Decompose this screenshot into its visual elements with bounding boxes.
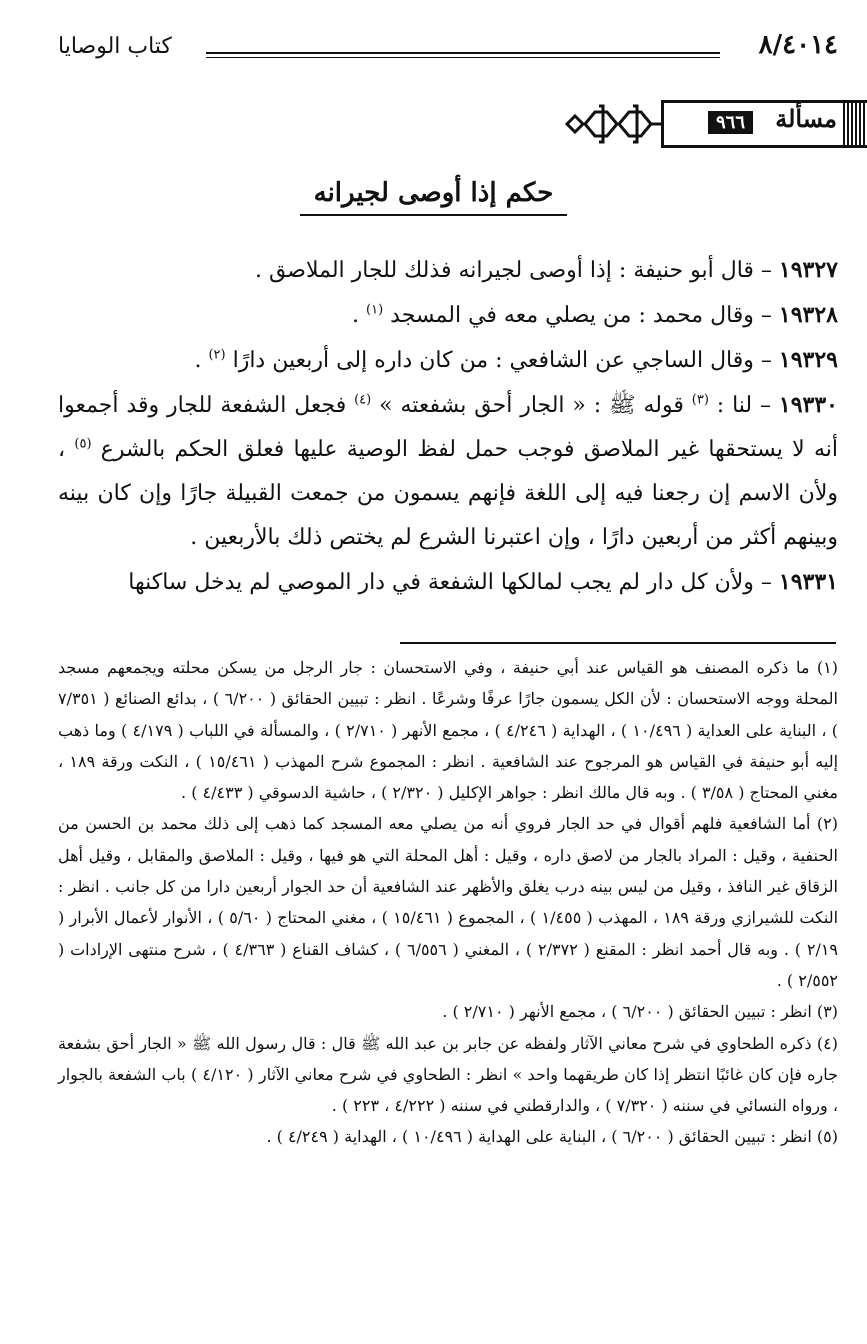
paragraph-text: فجعل الشفعة للجار وقد أجمعوا أنه لا يستحقها غير الملاصق فوجب حمل لفظ الوصية عليها فعلق الحكم بالشرع — [58, 393, 839, 462]
page-reference: ٨/٤٠١٤ — [758, 30, 838, 60]
paragraph-text: قوله ﷺ : « الجار أحق بشفعته » — [371, 393, 692, 418]
footnote: (٤) ذكره الطحاوي في شرح معاني الآثار ولفظه عن جابر بن عبد الله ﷺ قال : قال رسول الله ﷺ « الجار أحق بشفعة جاره فإن كان غائبًا انتظر إذا كان طريقهما واحد » انظر : الطحاوي في شرح معاني الآثار ( ٤/١٢٠ ) باب الشفعة بالجوار ، ورواه النسائي في سننه ( ٧/٣٢٠ ) ، والدارقطني في سننه ( ٤/٢٢٢ ، ٢٢٣ ) . — [58, 1033, 839, 1116]
footnote-separator — [400, 642, 836, 644]
paragraph-number: ١٩٣٣١ — [778, 569, 838, 595]
footnote-ref[interactable]: (٣) — [691, 392, 709, 408]
footnote-ref[interactable]: (٥) — [74, 436, 92, 452]
paragraph — [58, 560, 838, 605]
paragraph-number: ١٩٣٣٠ — [778, 392, 838, 418]
paragraph-text: . — [194, 348, 209, 373]
book-title: كتاب الوصايا — [58, 34, 172, 59]
section-title-text: حكم إذا أوصى لجيرانه — [300, 178, 568, 216]
paragraph-text: ، ولأن الاسم إن رجعنا فيه إلى اللغة فإنهم يسمون من جمعت القبيلة جارًا وإن كان بينه وبينهم أكثر من أربعين دارًا ، وإن اعتبرنا الشرع لم يختص ذلك بالأربعين . — [58, 437, 838, 550]
masala-banner — [565, 100, 867, 150]
paragraph-text: . — [352, 303, 367, 328]
footnote-ref[interactable]: (٤) — [354, 392, 372, 408]
running-header — [58, 30, 838, 70]
paragraph-number: ١٩٣٢٧ — [778, 257, 838, 283]
footnote-ref[interactable]: (١) — [366, 302, 384, 318]
footnote: (٥) انظر : تبيين الحقائق ( ٦/٢٠٠ ) ، البناية على الهداية ( ١٠/٤٩٦ ) ، الهداية ( ٤/٢٤٩ ) . — [266, 1127, 838, 1147]
footnote: (٢) أما الشافعية فلهم أقوال في حد الجار فروي أنه من يصلي معه المسجد كما ذهب إلى ذلك محمد بن الحسن من الحنفية ، وقيل : المراد بالجار من لاصق داره ، وقيل : أهل المحلة التي هو فيها ، وقيل : الملاصق والمقابل ، وقيل أهل الزقاق غير النافذ ، وقيل من ليس بينه درب يغلق والأظهر عند الشافعية أن حد الجوار أربعين دارا من كل جانب . انظر : النكت للشيرازي ورقة ١٨٩ ، المهذب ( ١/٤٥٥ ) ، المجموع ( ١٥/٤٦١ ) ، مغني المحتاج ( ٥/٦٠ ) ، الأنوار لأعمال الأبرار ( ٢/١٩ ) . وبه قال أحمد انظر : المقنع ( ٢/٣٧٢ ) ، المغني ( ٦/٥٥٦ ) ، كشاف القناع ( ٤/٣٦٣ ) ، شرح منتهى الإرادات ( ٢/٥٥٢ ) . — [58, 814, 839, 990]
paragraph — [58, 248, 838, 293]
ornament-icon — [565, 104, 661, 144]
footnote: (٣) انظر : تبيين الحقائق ( ٦/٢٠٠ ) ، مجمع الأنهر ( ٢/٧١٠ ) . — [442, 1002, 838, 1022]
paragraph-text: – لنا : — [708, 393, 779, 418]
paragraph-text: – ولأن كل دار لم يجب لمالكها الشفعة في دار الموصي لم يدخل ساكنها — [128, 570, 779, 595]
banner-stripes — [843, 103, 867, 145]
paragraph-text: – وقال محمد : من يصلي معه في المسجد — [383, 303, 779, 328]
footnotes — [58, 652, 838, 1153]
masala-label: مسألة — [775, 104, 837, 133]
footnote-ref[interactable]: (٢) — [208, 347, 226, 363]
header-rule — [206, 52, 720, 58]
paragraph-text: – وقال الساجي عن الشافعي : من كان داره إلى أربعين دارًا — [225, 348, 779, 373]
paragraph — [58, 338, 838, 383]
paragraph-number: ١٩٣٢٩ — [778, 347, 838, 373]
paragraph-number: ١٩٣٢٨ — [778, 302, 838, 328]
paragraph-text: – قال أبو حنيفة : إذا أوصى لجيرانه فذلك للجار الملاصق . — [254, 258, 779, 283]
section-title — [0, 178, 867, 216]
main-text — [58, 248, 838, 605]
paragraph — [58, 293, 838, 338]
masala-number: ٩٦٦ — [708, 111, 753, 134]
paragraph — [58, 383, 838, 560]
footnote: (١) ما ذكره المصنف هو القياس عند أبي حنيفة ، وفي الاستحسان : جار الرجل من يسكن محلته ويجمعهم مسجد المحلة ووجه الاستحسان : لأن الكل يسمون جارًا عرفًا وشرعًا . انظر : تبيين الحقائق ( ٦/٢٠٠ ) ، بدائع الصنائع ( ٧/٣٥١ ) ، البناية على العداية ( ١٠/٤٩٦ ) ، الهداية ( ٤/٢٤٦ ) ، مجمع الأنهر ( ٢/٧١٠ ) ، والمسألة في اللباب ( ٤/١٧٩ ) وما ذهب إليه أبو حنيفة في القياس هو المرجوح عند الشافعية . انظر : المجموع شرح المهذب ( ١٥/٤٦١ ) ، النكت ورقة ١٨٩ ، مغني المحتاج ( ٣/٥٨ ) . وبه قال مالك انظر : جواهر الإكليل ( ٢/٣٢٠ ) ، حاشية الدسوقي ( ٤/٤٣٣ ) . — [58, 658, 839, 803]
